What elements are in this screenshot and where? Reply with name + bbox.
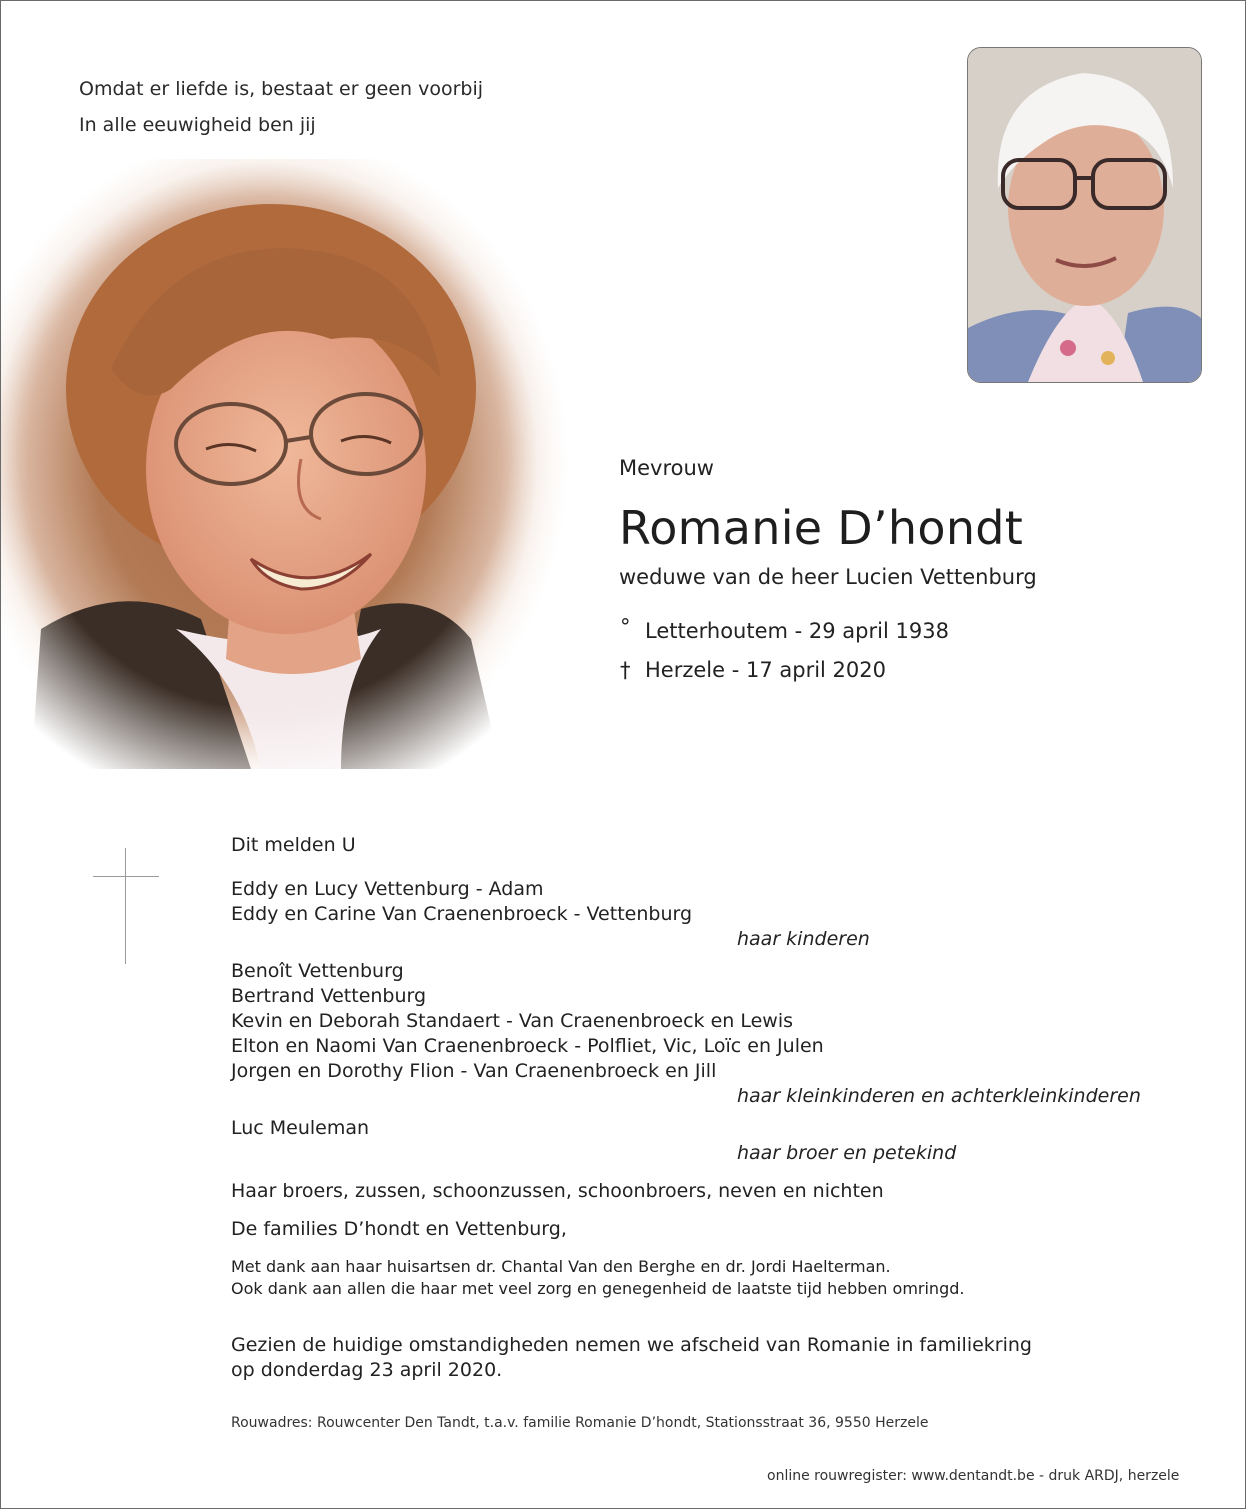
grandchild-line-1: Benoît Vettenburg — [231, 960, 404, 982]
poem-line-1: Omdat er liefde is, bestaat er geen voorbij — [79, 78, 484, 100]
grandchildren-label: haar kleinkinderen en achterkleinkinderen — [737, 1085, 1141, 1107]
children-label: haar kinderen — [737, 928, 870, 950]
poem-line-2: In alle eeuwigheid ben jij — [79, 114, 316, 136]
brother-line: Luc Meuleman — [231, 1117, 370, 1139]
grandchild-line-5: Jorgen en Dorothy Flion - Van Craenenbroeck en Jill — [231, 1060, 717, 1082]
death-line: Herzele - 17 april 2020 — [645, 658, 886, 682]
title-mevrouw: Mevrouw — [619, 456, 714, 480]
cross-icon-horizontal — [93, 876, 159, 877]
deceased-name: Romanie D’hondt — [619, 501, 1024, 555]
thanks-line-2: Ook dank aan allen die haar met veel zorg en genegenheid de laatste tijd hebben omringd. — [231, 1279, 965, 1298]
grandchild-line-3: Kevin en Deborah Standaert - Van Craenenbroeck en Lewis — [231, 1010, 794, 1032]
intro-line: Dit melden U — [231, 834, 356, 856]
birth-line: Letterhoutem - 29 april 1938 — [645, 619, 949, 643]
cross-icon-vertical — [125, 848, 126, 964]
farewell-line-1: Gezien de huidige omstandigheden nemen we afscheid van Romanie in familiekring — [231, 1334, 1032, 1356]
brother-label: haar broer en petekind — [737, 1142, 957, 1164]
relatives-line: Haar broers, zussen, schoonzussen, schoonbroers, neven en nichten — [231, 1180, 884, 1202]
birth-symbol: ° — [620, 615, 631, 639]
farewell-line-2: op donderdag 23 april 2020. — [231, 1359, 503, 1381]
death-symbol: † — [620, 658, 631, 682]
families-line: De families D’hondt en Vettenburg, — [231, 1218, 567, 1240]
main-portrait-photo — [1, 159, 586, 769]
mourning-address: Rouwadres: Rouwcenter Den Tandt, t.a.v. familie Romanie D’hondt, Stationsstraat 36, 9550 Herzele — [231, 1415, 929, 1431]
footer-register: online rouwregister: www.dentandt.be - druk ARDJ, herzele — [767, 1468, 1180, 1484]
child-line-1: Eddy en Lucy Vettenburg - Adam — [231, 878, 544, 900]
small-portrait-photo — [967, 47, 1202, 383]
spouse-line: weduwe van de heer Lucien Vettenburg — [619, 565, 1037, 589]
thanks-line-1: Met dank aan haar huisartsen dr. Chantal Van den Berghe en dr. Jordi Haelterman. — [231, 1257, 891, 1276]
child-line-2: Eddy en Carine Van Craenenbroeck - Vettenburg — [231, 903, 693, 925]
grandchild-line-4: Elton en Naomi Van Craenenbroeck - Polfliet, Vic, Loïc en Julen — [231, 1035, 824, 1057]
grandchild-line-2: Bertrand Vettenburg — [231, 985, 427, 1007]
